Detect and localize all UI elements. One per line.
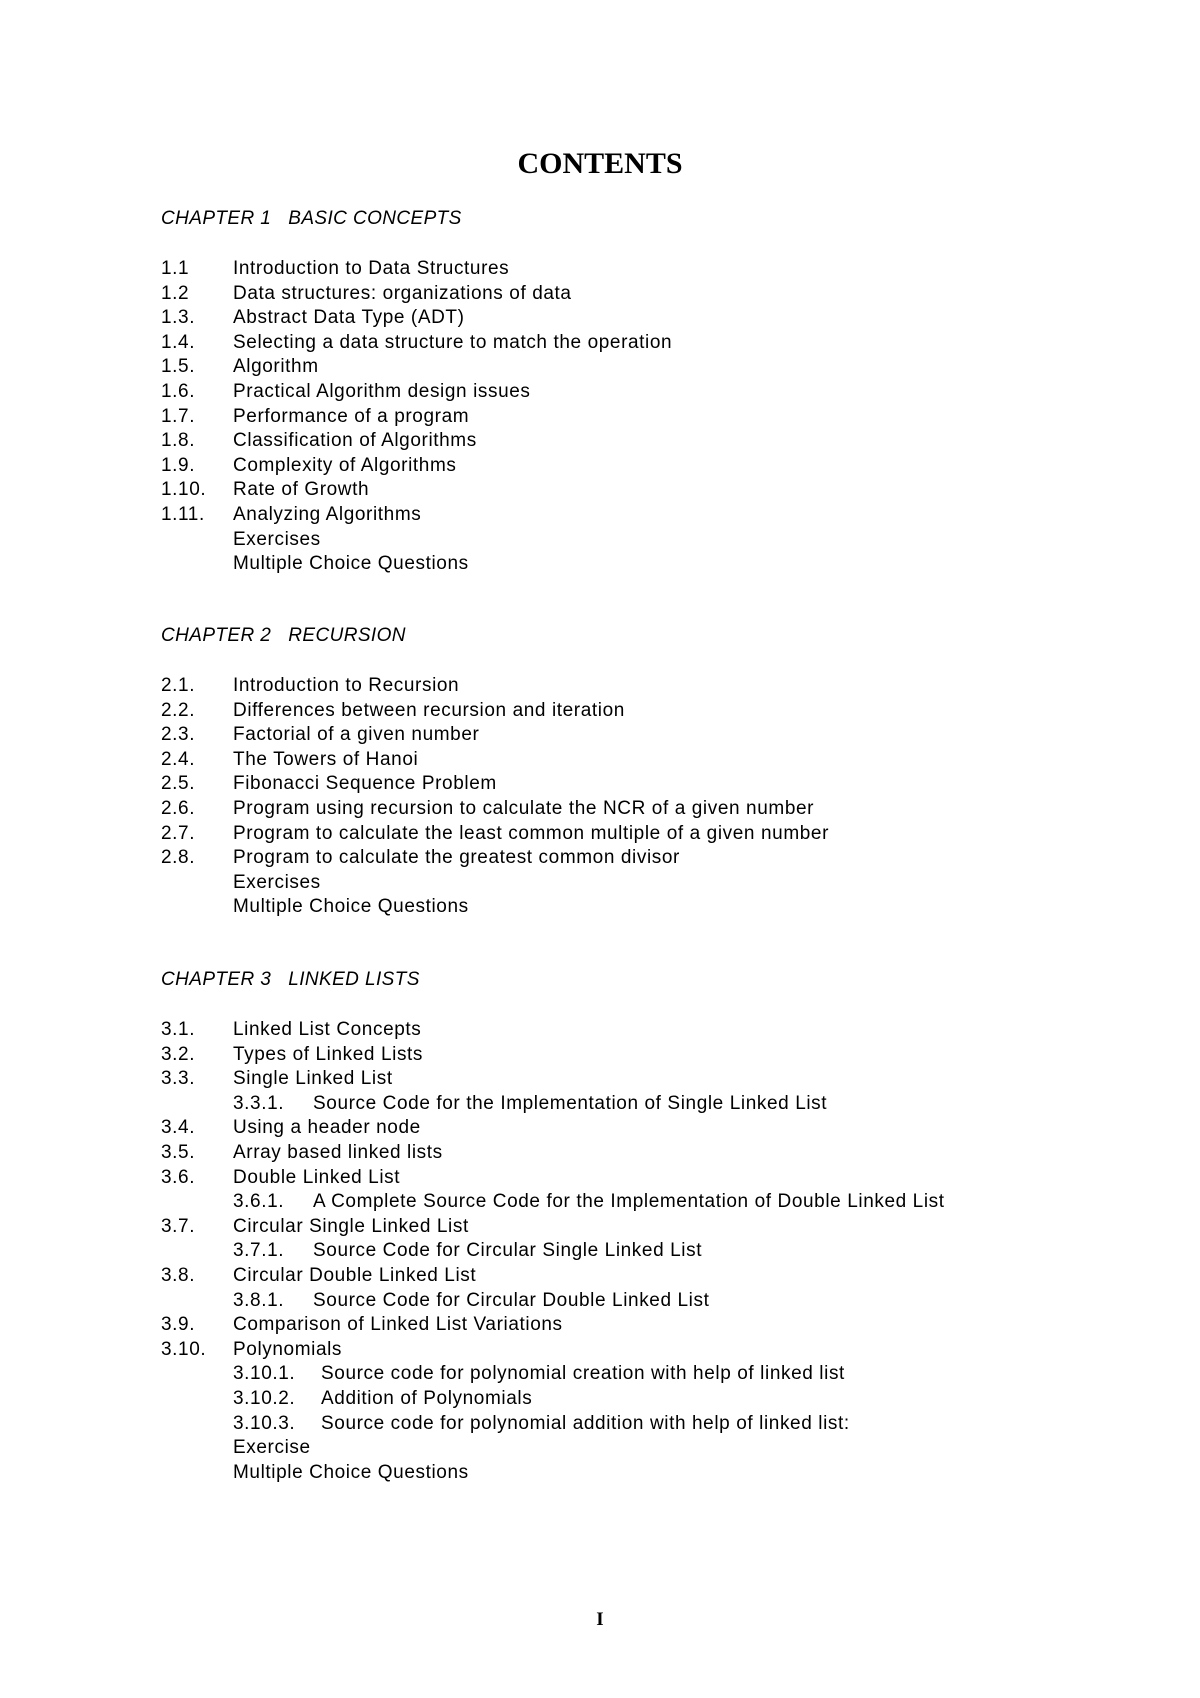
toc-entry — [161, 1018, 1061, 1043]
toc-subentry — [161, 1362, 1061, 1387]
chapter-1-section — [161, 207, 1061, 577]
chapter-heading: CHAPTER 1 BASIC CONCEPTS — [161, 208, 462, 229]
chapter-heading: CHAPTER 2 RECURSION — [161, 625, 406, 646]
toc-entry — [161, 1116, 1061, 1141]
toc-entry — [161, 503, 1061, 528]
section-number: 1.6. — [161, 380, 196, 402]
toc-entry — [161, 1043, 1061, 1068]
toc-entry — [161, 748, 1061, 773]
toc-subentry — [161, 1239, 1061, 1264]
toc-subentry — [161, 1387, 1061, 1412]
subsection-number: 3.10.3. — [233, 1412, 296, 1434]
toc-entry — [161, 1313, 1061, 1338]
subsection-title: Source code for polynomial addition with help of linked list: — [321, 1412, 850, 1434]
toc-entry — [161, 699, 1061, 724]
subsection-number: 3.10.1. — [233, 1363, 296, 1385]
subsection-number: 3.7.1. — [233, 1240, 285, 1262]
toc-entry — [161, 1166, 1061, 1191]
section-title: Performance of a program — [233, 405, 470, 427]
toc-entry — [161, 257, 1061, 282]
section-title: The Towers of Hanoi — [233, 748, 419, 770]
section-number: 1.2 — [161, 282, 190, 304]
section-title: Program using recursion to calculate the NCR of a given number — [233, 797, 815, 819]
section-number: 2.6. — [161, 797, 196, 819]
toc-entry — [161, 1338, 1061, 1363]
toc-entry-mcq — [161, 1461, 1061, 1486]
toc-entry — [161, 454, 1061, 479]
subsection-number: 3.10.2. — [233, 1387, 296, 1409]
chapter-2-section — [161, 624, 1061, 920]
toc-subentry — [161, 1092, 1061, 1117]
toc-entry-exercises — [161, 1436, 1061, 1461]
toc-entry — [161, 331, 1061, 356]
toc-entry — [161, 405, 1061, 430]
section-number: 1.8. — [161, 430, 196, 452]
section-number: 2.5. — [161, 773, 196, 795]
toc-subentry — [161, 1289, 1061, 1314]
page-title: CONTENTS — [517, 147, 683, 180]
toc-entry — [161, 429, 1061, 454]
section-title: Classification of Algorithms — [233, 430, 477, 452]
section-title: Circular Single Linked List — [233, 1215, 469, 1237]
section-title: Data structures: organizations of data — [233, 282, 572, 304]
section-title: Program to calculate the greatest common divisor — [233, 847, 680, 869]
toc-entry — [161, 1215, 1061, 1240]
section-title: Rate of Growth — [233, 479, 370, 501]
toc-entry — [161, 355, 1061, 380]
section-number: 1.11. — [161, 503, 205, 525]
section-number: 2.1. — [161, 675, 196, 696]
subsection-title: Source Code for the Implementation of Single Linked List — [313, 1092, 828, 1114]
toc-entry — [161, 723, 1061, 748]
section-title: Fibonacci Sequence Problem — [233, 773, 497, 795]
toc-entry — [161, 674, 1061, 699]
toc-entry — [161, 306, 1061, 331]
toc-entry — [161, 1067, 1061, 1092]
section-title: Differences between recursion and iteration — [233, 699, 625, 721]
section-number: 3.10. — [161, 1338, 207, 1360]
section-title: Analyzing Algorithms — [233, 503, 422, 525]
section-number: 2.2. — [161, 699, 196, 721]
toc-entry — [161, 797, 1061, 822]
section-title: Multiple Choice Questions — [233, 896, 469, 918]
toc-entry — [161, 282, 1061, 307]
section-title: Practical Algorithm design issues — [233, 380, 531, 402]
section-number: 1.5. — [161, 356, 196, 378]
section-number: 3.6. — [161, 1166, 196, 1188]
section-title: Introduction to Data Structures — [233, 258, 510, 279]
section-title: Complexity of Algorithms — [233, 454, 457, 476]
subsection-number: 3.8.1. — [233, 1289, 285, 1311]
toc-entry-mcq — [161, 895, 1061, 920]
section-title: Program to calculate the least common multiple of a given number — [233, 822, 830, 844]
toc-entry-exercises — [161, 871, 1061, 896]
section-number: 3.1. — [161, 1019, 196, 1040]
subsection-title: Addition of Polynomials — [321, 1387, 533, 1409]
section-title: Selecting a data structure to match the operation — [233, 331, 673, 353]
subsection-number: 3.3.1. — [233, 1092, 285, 1114]
section-title: Using a header node — [233, 1117, 421, 1139]
toc-entry-mcq — [161, 552, 1061, 577]
section-number: 3.8. — [161, 1264, 196, 1286]
section-number: 1.10. — [161, 479, 207, 501]
section-title: Linked List Concepts — [233, 1019, 422, 1040]
toc-entry — [161, 772, 1061, 797]
chapter-heading: CHAPTER 3 LINKED LISTS — [161, 969, 420, 990]
section-title: Array based linked lists — [233, 1141, 443, 1163]
subsection-title: Source code for polynomial creation with help of linked list — [321, 1363, 845, 1385]
section-number: 3.5. — [161, 1141, 196, 1163]
toc-entry — [161, 1141, 1061, 1166]
section-title: Types of Linked Lists — [233, 1043, 424, 1065]
section-number: 2.8. — [161, 847, 196, 869]
section-number: 1.1 — [161, 258, 190, 279]
section-title: Exercises — [233, 871, 321, 893]
section-number: 3.3. — [161, 1068, 196, 1090]
section-number: 2.7. — [161, 822, 196, 844]
section-title: Factorial of a given number — [233, 724, 480, 746]
section-number: 1.3. — [161, 307, 196, 329]
toc-entry — [161, 478, 1061, 503]
section-number: 3.4. — [161, 1117, 196, 1139]
toc-entry — [161, 822, 1061, 847]
section-number: 1.9. — [161, 454, 196, 476]
section-number: 2.4. — [161, 748, 196, 770]
section-title: Multiple Choice Questions — [233, 1461, 469, 1483]
section-title: Abstract Data Type (ADT) — [233, 307, 465, 329]
section-number: 2.3. — [161, 724, 196, 746]
chapter-3-section — [161, 968, 1061, 1485]
section-title: Single Linked List — [233, 1068, 393, 1090]
section-title: Exercises — [233, 528, 321, 550]
toc-entry — [161, 846, 1061, 871]
section-title: Introduction to Recursion — [233, 675, 460, 696]
section-title: Exercise — [233, 1437, 311, 1459]
subsection-title: A Complete Source Code for the Implementation of Double Linked List — [313, 1191, 945, 1213]
toc-subentry — [161, 1190, 1061, 1215]
section-number: 3.7. — [161, 1215, 196, 1237]
section-title: Algorithm — [233, 356, 319, 378]
toc-entry-exercises — [161, 528, 1061, 553]
subsection-title: Source Code for Circular Single Linked List — [313, 1240, 703, 1262]
section-title: Multiple Choice Questions — [233, 553, 469, 575]
subsection-title: Source Code for Circular Double Linked List — [313, 1289, 710, 1311]
toc-entry — [161, 1264, 1061, 1289]
section-title: Polynomials — [233, 1338, 343, 1360]
section-number: 3.2. — [161, 1043, 196, 1065]
section-title: Circular Double Linked List — [233, 1264, 477, 1286]
page-number: I — [596, 1609, 604, 1630]
toc-subentry — [161, 1412, 1061, 1437]
section-title: Comparison of Linked List Variations — [233, 1314, 563, 1336]
section-number: 1.7. — [161, 405, 196, 427]
toc-entry — [161, 380, 1061, 405]
section-number: 3.9. — [161, 1314, 196, 1336]
section-number: 1.4. — [161, 331, 196, 353]
subsection-number: 3.6.1. — [233, 1191, 285, 1213]
section-title: Double Linked List — [233, 1166, 401, 1188]
